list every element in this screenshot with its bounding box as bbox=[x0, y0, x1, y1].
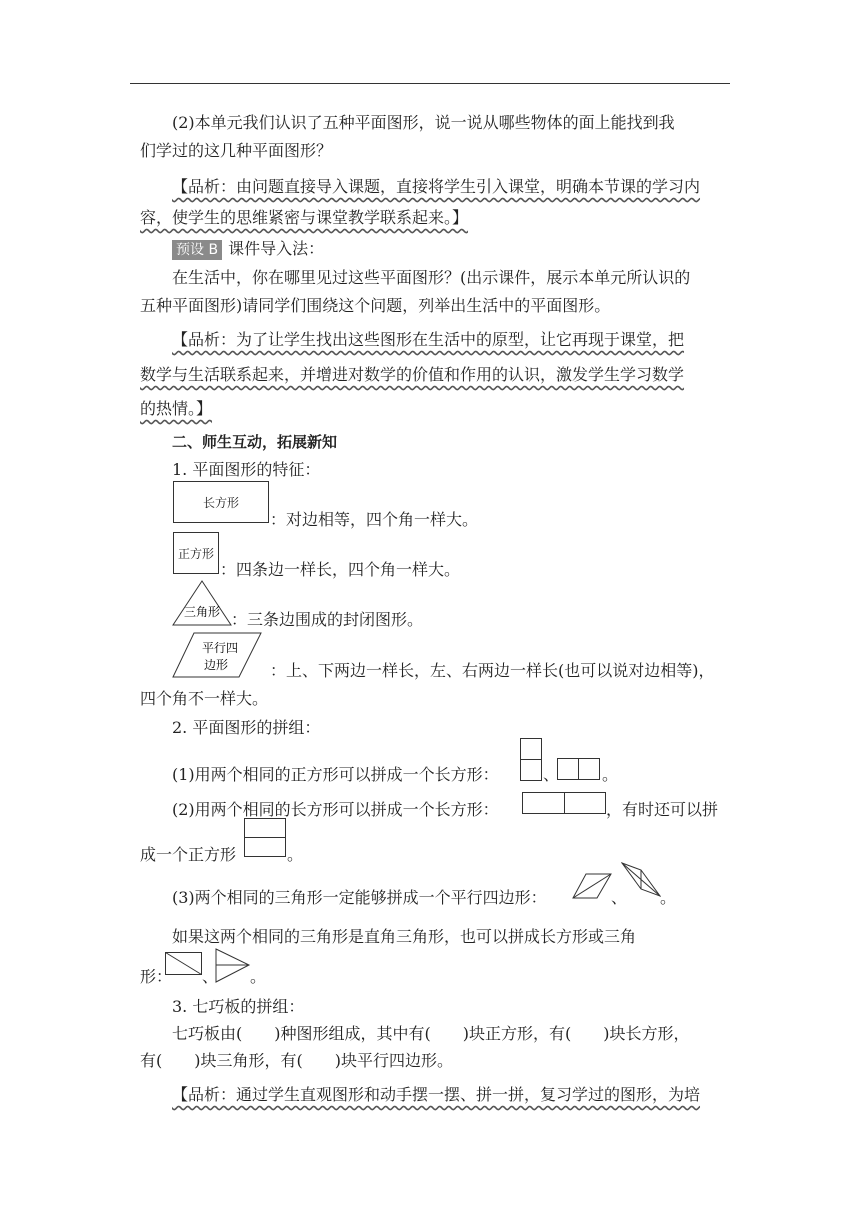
combo-2-end: 。 bbox=[287, 845, 304, 864]
analysis-1: 【品析：由问题直接导入课题，直接将学生引入课堂，明确本节课的学习内 bbox=[172, 177, 701, 196]
subsection-2: 2. 平面图形的拼组： bbox=[172, 718, 321, 737]
section-heading: 二、师生互动，拓展新知 bbox=[172, 433, 338, 451]
combo-4-sep: 、 bbox=[202, 967, 219, 986]
question-text: (2)本单元我们认识了五种平面图形，说一说从哪些物体的面上能找到我 bbox=[172, 113, 675, 132]
method-text: 课件导入法： bbox=[228, 239, 325, 258]
parallelogram-label-2: 边形 bbox=[203, 658, 229, 672]
combo-4-cont: 形： bbox=[140, 967, 173, 986]
combo-2-mid: ，有时还可以拼 bbox=[606, 800, 719, 819]
triangle-label: 三角形 bbox=[183, 605, 221, 619]
parallelogram-desc: ：上、下两边一样长，左、右两边一样长(也可以说对边相等)， bbox=[270, 661, 715, 680]
two-rectangles-horizontal-figure bbox=[522, 792, 606, 814]
square-label: 正方形 bbox=[177, 546, 214, 561]
rectangle-desc: ：对边相等，四个角一样大。 bbox=[270, 510, 479, 529]
header-rule bbox=[130, 83, 730, 84]
preset-tag: 预设 B bbox=[172, 240, 222, 260]
parallelogram-figure bbox=[172, 632, 262, 678]
analysis-2-cont: 数学与生活联系起来，并增进对数学的价值和作用的认识，激发学生学习数学 bbox=[140, 365, 685, 384]
paragraph-2-cont: 五种平面图形)请同学们围绕这个问题，列举出生活中的平面图形。 bbox=[140, 296, 611, 315]
analysis-2: 【品析：为了让学生找出这些图形在生活中的原型，让它再现于课堂，把 bbox=[172, 330, 685, 349]
parallelogram-from-triangles-figure bbox=[572, 872, 612, 900]
square-figure bbox=[173, 532, 219, 574]
square-desc: ：四条边一样长，四个角一样大。 bbox=[220, 560, 461, 579]
combo-1-text: (1)用两个相同的正方形可以拼成一个长方形： bbox=[172, 765, 499, 784]
paragraph-2: 在生活中，你在哪里见过这些平面图形？(出示课件，展示本单元所认识的 bbox=[172, 268, 691, 287]
combo-3-text: (3)两个相同的三角形一定能够拼成一个平行四边形： bbox=[172, 888, 547, 907]
subsection-3: 3. 七巧板的拼组： bbox=[172, 997, 305, 1016]
rectangle-figure bbox=[173, 481, 269, 523]
two-squares-vertical-figure bbox=[520, 738, 542, 782]
question-text-cont: 们学过的这几种平面图形？ bbox=[140, 141, 333, 160]
tangram-question: 七巧板由( )种图形组成，其中有( )块正方形，有( )块长方形， bbox=[172, 1024, 690, 1043]
parallelogram-from-triangles-rotated-figure bbox=[621, 862, 661, 898]
subsection-1: 1. 平面图形的特征： bbox=[172, 460, 321, 479]
two-rectangles-stacked-figure bbox=[244, 818, 286, 858]
analysis-1-cont: 容，使学生的思维紧密与课堂教学联系起来。】 bbox=[140, 208, 469, 227]
preset-b-line bbox=[172, 239, 762, 260]
analysis-3: 【品析：通过学生直观图形和动手摆一摆、拼一拼，复习学过的图形，为培 bbox=[172, 1085, 701, 1104]
combo-4-end: 。 bbox=[250, 967, 267, 986]
tangram-question-cont: 有( )块三角形，有( )块平行四边形。 bbox=[140, 1051, 453, 1070]
triangle-desc: ：三条边围成的封闭图形。 bbox=[231, 610, 424, 629]
combo-3-sep: 、 bbox=[611, 888, 628, 907]
rectangle-label: 长方形 bbox=[202, 495, 239, 510]
analysis-2-end: 的热情。】 bbox=[140, 399, 213, 418]
triangle-from-right-triangles-figure bbox=[215, 948, 251, 984]
combo-2-text: (2)用两个相同的长方形可以拼成一个长方形： bbox=[172, 800, 499, 819]
parallelogram-desc-cont: 四个角不一样大。 bbox=[140, 689, 269, 708]
combo-2-cont: 成一个正方形 bbox=[140, 845, 237, 864]
triangle-figure bbox=[172, 580, 232, 626]
combo-1-end: 。 bbox=[602, 765, 619, 784]
rectangle-from-right-triangles-figure bbox=[165, 952, 203, 976]
combo-3-end: 。 bbox=[660, 888, 677, 907]
two-squares-horizontal-figure bbox=[557, 758, 601, 780]
parallelogram-label-1: 平行四 bbox=[201, 641, 239, 655]
combo-1-sep: 、 bbox=[543, 765, 560, 784]
combo-4-text: 如果这两个相同的三角形是直角三角形，也可以拼成长方形或三角 bbox=[172, 927, 637, 946]
